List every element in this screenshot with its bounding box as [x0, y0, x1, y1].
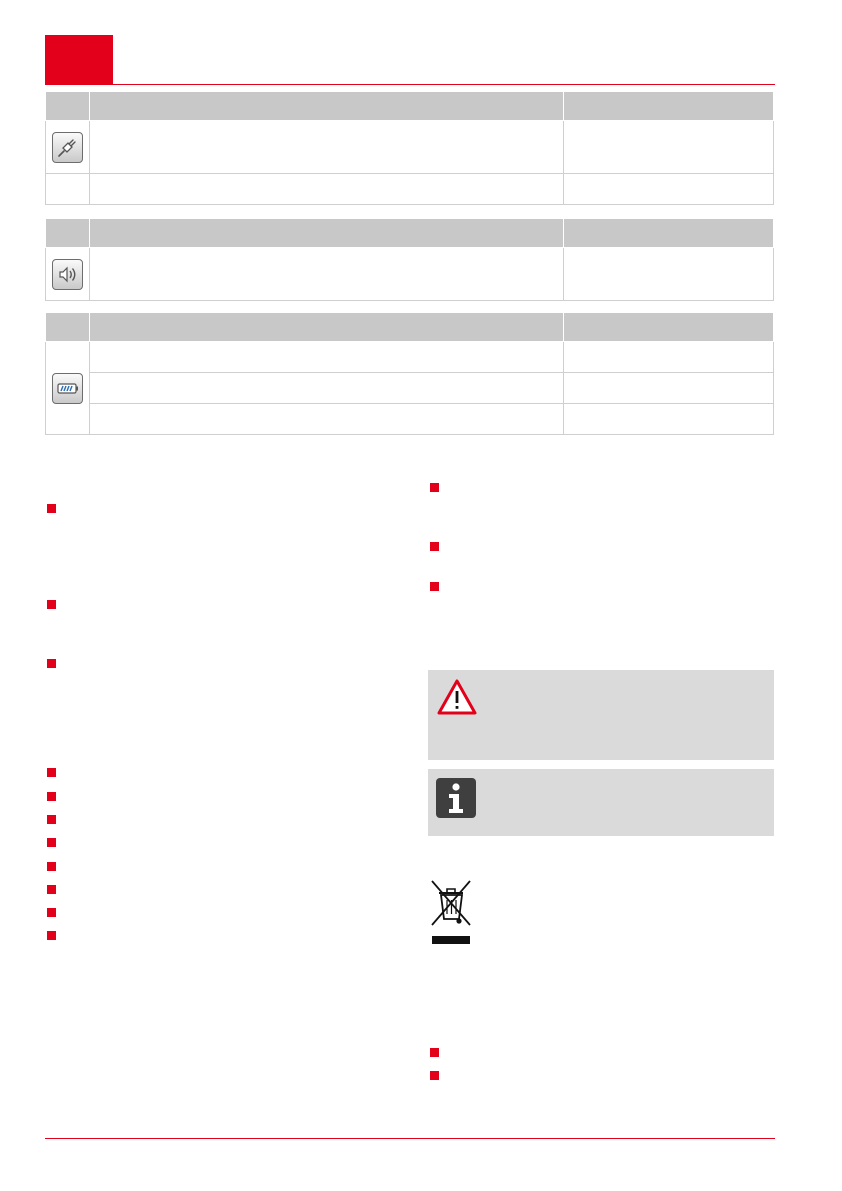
header-cell-label — [90, 313, 564, 342]
row-label — [90, 373, 564, 404]
header-cell-label — [90, 219, 564, 248]
header-cell-value — [564, 92, 774, 121]
list-item — [47, 931, 56, 940]
warning-box — [428, 670, 774, 760]
table-header-row — [46, 92, 774, 121]
list-item — [430, 582, 439, 591]
footer-rule — [45, 1138, 775, 1139]
list-item — [430, 1048, 439, 1057]
table-row — [46, 342, 774, 373]
table-header-row — [46, 219, 774, 248]
table-row — [46, 174, 774, 205]
header-cell-icon — [46, 313, 90, 342]
table-row — [46, 248, 774, 301]
list-item — [47, 862, 56, 871]
list-item — [47, 815, 56, 824]
spec-table-noise — [45, 218, 774, 301]
row-value — [564, 121, 774, 174]
spec-table-power — [45, 91, 774, 205]
list-item — [430, 542, 439, 551]
row-value — [564, 174, 774, 205]
spec-table-battery — [45, 312, 774, 435]
list-item — [430, 483, 439, 492]
header-rule — [45, 84, 775, 85]
list-item — [47, 838, 56, 847]
table-row — [46, 121, 774, 174]
header-cell-icon — [46, 219, 90, 248]
crossed-out-wheelie-bin-icon — [428, 879, 474, 945]
icon-cell — [46, 342, 90, 435]
table-row — [46, 404, 774, 435]
sound-level-icon — [52, 259, 83, 290]
icon-cell — [46, 248, 90, 301]
row-label — [90, 121, 564, 174]
list-item — [47, 792, 56, 801]
chapter-tab — [45, 35, 113, 85]
info-icon — [436, 778, 476, 818]
row-value — [564, 404, 774, 435]
list-item — [47, 504, 56, 513]
power-plug-icon — [52, 132, 83, 163]
icon-cell — [46, 121, 90, 174]
row-value — [564, 373, 774, 404]
row-value — [564, 248, 774, 301]
table-header-row — [46, 313, 774, 342]
list-item — [430, 1071, 439, 1080]
list-item — [47, 600, 56, 609]
row-label — [90, 404, 564, 435]
battery-icon — [52, 373, 83, 404]
list-item — [47, 659, 56, 668]
header-cell-label — [90, 92, 564, 121]
header-cell-value — [564, 313, 774, 342]
row-label — [90, 174, 564, 205]
row-label — [90, 342, 564, 373]
row-value — [564, 342, 774, 373]
row-label — [90, 248, 564, 301]
list-item — [47, 768, 56, 777]
warning-triangle-icon — [436, 678, 478, 716]
list-item — [47, 885, 56, 894]
table-row — [46, 373, 774, 404]
icon-cell — [46, 174, 90, 205]
info-box — [428, 769, 774, 836]
header-cell-icon — [46, 92, 90, 121]
header-cell-value — [564, 219, 774, 248]
list-item — [47, 908, 56, 917]
